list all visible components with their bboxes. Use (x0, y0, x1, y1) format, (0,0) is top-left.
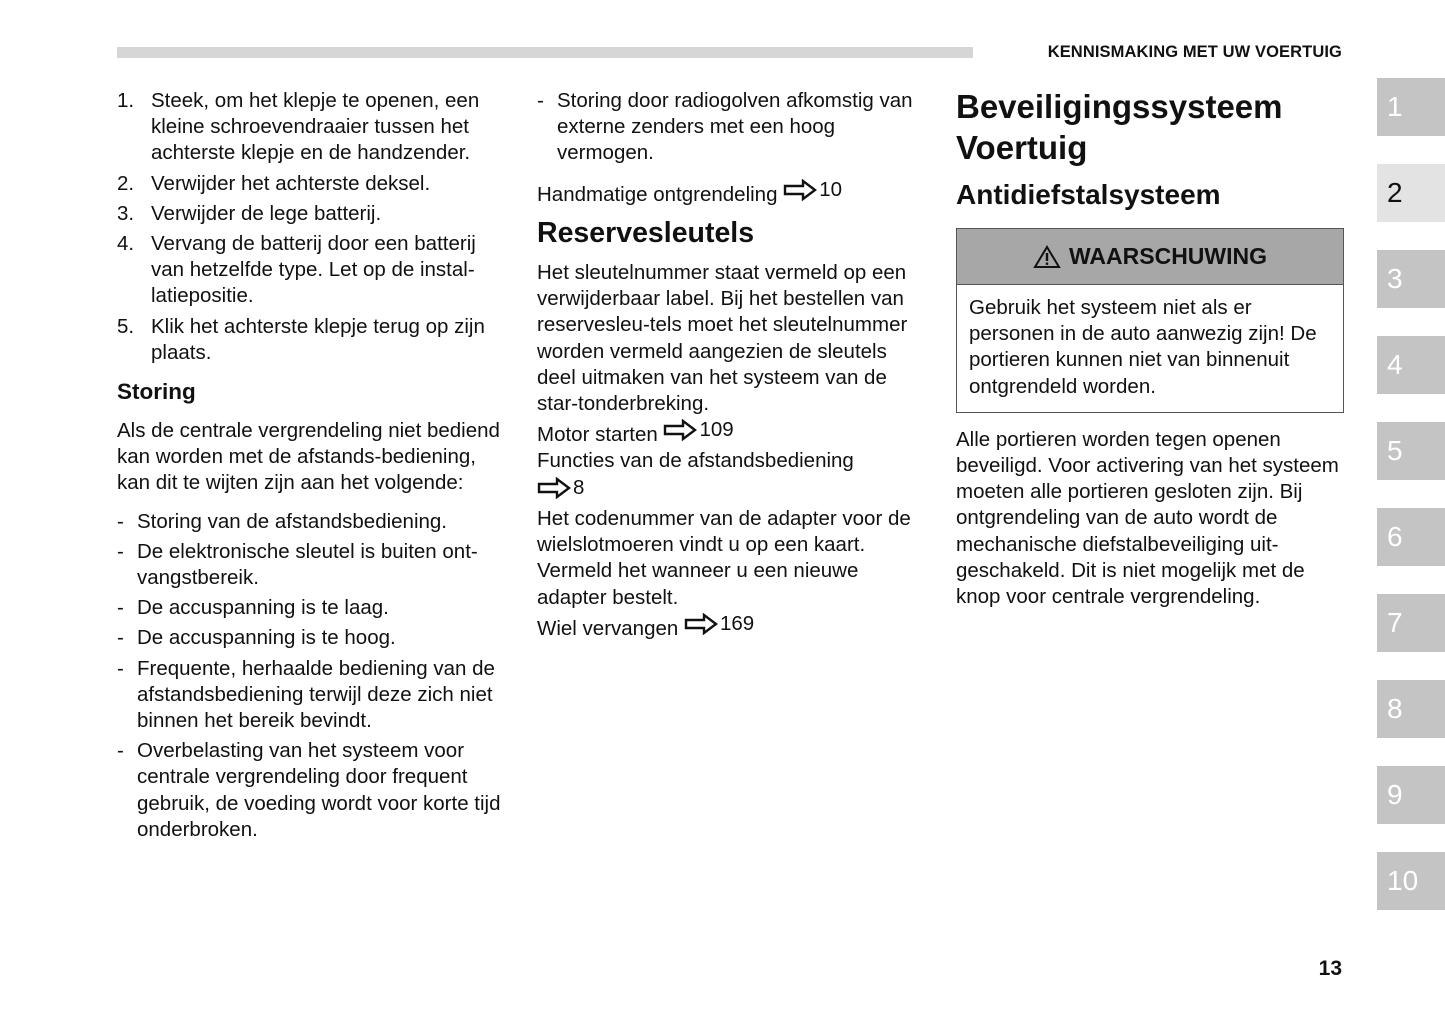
list-item: - De accuspanning is te hoog. (117, 626, 396, 650)
chapter-tab-1[interactable]: 1 (1377, 78, 1445, 136)
step-text: Verwijder de lege batterij. (151, 201, 382, 225)
arrow-ref-icon (783, 179, 817, 201)
cause-text: De accuspanning is te laag. (137, 596, 389, 620)
warning-header (957, 229, 1343, 285)
chapter-tab-8[interactable]: 8 (1377, 680, 1445, 738)
cause-text: Storing door radiogolven afkomstig van externe zenders met een hoog vermogen. (557, 89, 913, 165)
chapter-tab-2[interactable]: 2 (1377, 164, 1445, 222)
list-item: - Storing van de afstandsbediening. (117, 509, 448, 533)
step-text: Vervang de batterij door een batterij van hetzelfde type. Let op de instal-latiepositie. (151, 232, 476, 308)
chapter-tab-7[interactable]: 7 (1377, 594, 1445, 652)
list-item: - Overbelasting van het systeem voor centrale vergrendeling door frequent gebruik, de voeding wordt voor korte tijd onderbroken. (117, 739, 501, 841)
list-item: - Storing door radiogolven afkomstig van externe zenders met een hoog vermogen. (537, 89, 913, 165)
battery-steps-list (117, 88, 509, 366)
causes-list-continued (537, 88, 929, 167)
cause-text: De accuspanning is te hoog. (137, 626, 396, 650)
crossref-engine-start[interactable]: Motor starten 109 (537, 418, 734, 447)
section-header: KENNISMAKING MET UW VOERTUIG (1047, 43, 1342, 61)
crossref-remote-functions[interactable]: Functies van de afstandsbediening 8 (537, 448, 929, 506)
chapter-tab-9[interactable]: 9 (1377, 766, 1445, 824)
list-item (117, 171, 509, 197)
chapter-tabs (1377, 0, 1445, 1018)
chapter-tab-6[interactable]: 6 (1377, 508, 1445, 566)
step-number: 4. (117, 232, 135, 256)
page-ref: 8 (573, 475, 585, 499)
antitheft-body: Alle portieren worden tegen openen beveiligd. Voor activering van het systeem moeten alle portieren gesloten zijn. Bij ontgrendeling van de auto wordt de mechanische diefstalbeveiliging uit-geschakeld. Dit is niet mogelijk met de knop voor centrale vergrendeling. (956, 427, 1339, 609)
arrow-ref-icon (663, 419, 697, 441)
storing-heading: Storing (117, 379, 196, 405)
column-right (956, 86, 1344, 610)
page-ref: 10 (819, 177, 842, 201)
list-item (117, 314, 509, 366)
adapter-code-text: Het codenummer van de adapter voor de wielslotmoeren vindt u op een kaart. Vermeld het wanneer u een nieuwe adapter bestelt. (537, 506, 911, 609)
arrow-ref-icon (684, 613, 718, 635)
list-item: - Frequente, herhaalde bediening van de afstandsbediening terwijl deze zich niet binnen het bereik bevindt. (117, 656, 495, 733)
list-item (117, 88, 509, 167)
crossref-wheel-change[interactable]: Wiel vervangen 169 (537, 611, 755, 640)
chapter-tab-4[interactable]: 4 (1377, 336, 1445, 394)
warning-label: WAARSCHUWING (1068, 243, 1268, 270)
page-title: Beveiligingssysteem Voertuig (956, 88, 1283, 166)
chapter-tab-10[interactable]: 10 (1377, 852, 1445, 910)
list-item: - De elektronische sleutel is buiten ont-vangstbereik. (117, 539, 478, 590)
section-title: Antidiefstalsysteem (956, 179, 1221, 210)
warning-text: Gebruik het systeem niet als er personen in de auto aanwezig zijn! De portieren kunnen niet van binnenuit ontgrendeld worden. (969, 296, 1317, 398)
crossref-manual-unlock[interactable]: Handmatige ontgrendeling 10 (537, 177, 842, 206)
header-rule (117, 47, 973, 58)
cause-text: Frequente, herhaalde bediening van de afstandsbediening terwijl deze zich niet binnen het bereik bevindt. (137, 656, 495, 733)
column-left (117, 88, 509, 847)
step-number: 3. (117, 201, 135, 225)
causes-list (117, 509, 509, 843)
warning-box (956, 228, 1344, 413)
list-item (117, 201, 509, 227)
list-item: - De accuspanning is te laag. (117, 596, 389, 620)
chapter-tab-3[interactable]: 3 (1377, 250, 1445, 308)
list-item (117, 231, 509, 310)
arrow-ref-icon (537, 477, 571, 499)
cause-text: Overbelasting van het systeem voor centrale vergrendeling door frequent gebruik, de voeding wordt voor korte tijd onderbroken. (137, 739, 501, 841)
step-number: 5. (117, 314, 135, 338)
page-ref: 169 (720, 611, 755, 635)
spare-keys-text: Het sleutelnummer staat vermeld op een verwijderbaar label. Bij het bestellen van reservesleu-tels moet het sleutelnummer worden vermeld aangezien de sleutels deel uitmaken van het systeem van de star-tonderbreking. (537, 260, 908, 415)
cause-text: Storing van de afstandsbediening. (137, 509, 448, 533)
chapter-tab-5[interactable]: 5 (1377, 422, 1445, 480)
step-text: Verwijder het achterste deksel. (151, 171, 431, 195)
storing-intro: Als de centrale vergrendeling niet bediend kan worden met de afstands-bediening, kan dit te wijten zijn aan het volgende: (117, 419, 500, 495)
warning-triangle-icon (1033, 245, 1061, 269)
page-ref: 109 (699, 418, 734, 442)
cause-text: De elektronische sleutel is buiten ont-vangstbereik. (137, 539, 478, 590)
step-text: Steek, om het klepje te openen, een kleine schroevendraaier tussen het achterste klepje en de handzender. (151, 89, 480, 165)
step-number: 1. (117, 89, 135, 112)
step-text: Klik het achterste klepje terug op zijn plaats. (151, 314, 485, 364)
spare-keys-heading: Reservesleutels (537, 216, 755, 249)
page-number: 13 (1318, 957, 1342, 980)
step-number: 2. (117, 171, 135, 195)
column-middle (537, 88, 929, 642)
